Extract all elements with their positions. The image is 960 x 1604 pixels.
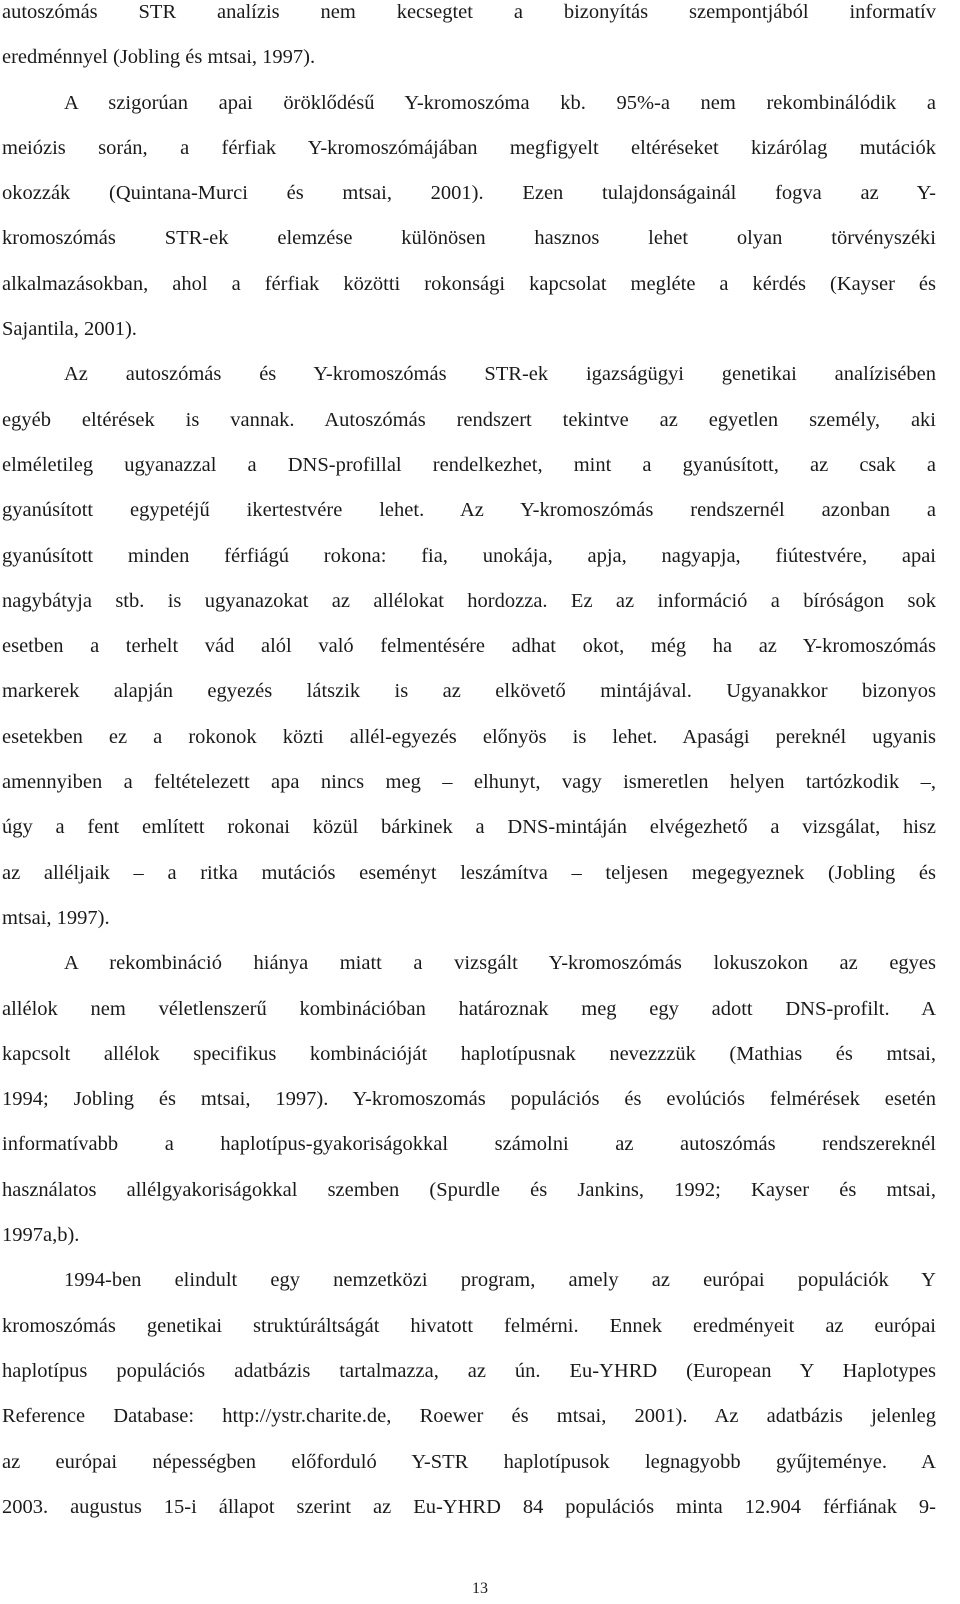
paragraph-first-line: A szigorúan apai öröklődésű Y-kromoszóma kb. 95%-a nem rekombinálódik a: [64, 91, 936, 114]
text-line: amennyiben a feltételezett apa nincs meg – elhunyt, vagy ismeretlen helyen tartózkodik –,: [2, 771, 936, 794]
text-line: alkalmazásokban, ahol a férfiak közötti rokonsági kapcsolat megléte a kérdés (Kayser és: [2, 272, 936, 295]
text-line: kapcsolt allélok specifikus kombinációját haplotípusnak nevezzzük (Mathias és mtsai,: [2, 1042, 936, 1065]
text-line: allélok nem véletlenszerű kombinációban határoznak meg egy adott DNS-profilt. A: [2, 997, 936, 1020]
text-line: markerek alapján egyezés látszik is az elkövető mintájával. Ugyanakkor bizonyos: [2, 680, 936, 703]
text-line: egyéb eltérések is vannak. Autoszómás rendszert tekintve az egyetlen személy, aki: [2, 408, 936, 431]
text-line: autoszómás STR analízis nem kecsegtet a bizonyítás szempontjából informatív: [2, 1, 936, 23]
text-line: Sajantila, 2001).: [2, 318, 137, 341]
text-line: mtsai, 1997).: [2, 906, 110, 929]
page-number: 13: [472, 1580, 488, 1597]
text-line: kromoszómás genetikai struktúráltságát hivatott felmérni. Ennek eredményeit az európai: [2, 1314, 936, 1337]
text-line: meiózis során, a férfiak Y-kromoszómájában megfigyelt eltéréseket kizárólag mutációk: [2, 136, 936, 159]
text-line: az európai népességben előforduló Y-STR haplotípusok legnagyobb gyűjteménye. A: [2, 1450, 936, 1473]
paragraph-first-line: A rekombináció hiánya miatt a vizsgált Y-kromoszómás lokuszokon az egyes: [64, 952, 936, 975]
text-line: 2003. augustus 15-i állapot szerint az Eu-YHRD 84 populációs minta 12.904 férfiának 9-: [2, 1495, 936, 1518]
text-line: nagybátyja stb. is ugyanazokat az allélokat hordozza. Ez az információ a bíróságon sok: [2, 589, 936, 612]
text-line: eredménnyel (Jobling és mtsai, 1997).: [2, 46, 316, 69]
text-line: esetekben ez a rokonok közti allél-egyezés előnyös is lehet. Apasági pereknél ugyanis: [2, 725, 936, 748]
text-line: elméletileg ugyanazzal a DNS-profillal rendelkezhet, mint a gyanúsított, az csak a: [2, 453, 936, 476]
paragraph-first-line: 1994-ben elindult egy nemzetközi program, amely az európai populációk Y: [64, 1269, 936, 1292]
text-line: esetben a terhelt vád alól való felmentésére adhat okot, még ha az Y-kromoszómás: [2, 635, 936, 658]
body-text: [2, 0, 936, 1530]
text-line: okozzák (Quintana-Murci és mtsai, 2001). Ezen tulajdonságainál fogva az Y-: [2, 182, 936, 205]
text-line: gyanúsított egypetéjű ikertestvére lehet. Az Y-kromoszómás rendszernél azonban a: [2, 499, 936, 522]
text-line: úgy a fent említett rokonai közül bárkinek a DNS-mintáján elvégezhető a vizsgálat, hisz: [2, 816, 936, 839]
paragraph-first-line: Az autoszómás és Y-kromoszómás STR-ek igazságügyi genetikai analízisében: [64, 363, 936, 386]
text-line: haplotípus populációs adatbázis tartalmazza, az ún. Eu-YHRD (European Y Haplotypes: [2, 1359, 936, 1382]
text-line: az alléljaik – a ritka mutációs eseményt leszámítva – teljesen megegyeznek (Jobling és: [2, 861, 936, 884]
text-line: kromoszómás STR-ek elemzése különösen hasznos lehet olyan törvényszéki: [2, 227, 936, 250]
text-line: informatívabb a haplotípus-gyakoriságokkal számolni az autoszómás rendszereknél: [2, 1133, 936, 1156]
text-line: 1994; Jobling és mtsai, 1997). Y-kromoszomás populációs és evolúciós felmérések esetén: [2, 1088, 936, 1111]
text-line: használatos allélgyakoriságokkal szemben (Spurdle és Jankins, 1992; Kayser és mtsai,: [2, 1178, 936, 1201]
text-line: 1997a,b).: [2, 1224, 80, 1247]
text-line: gyanúsított minden férfiágú rokona: fia, unokája, apja, nagyapja, fiútestvére, apai: [2, 544, 936, 567]
text-line: Reference Database: http://ystr.charite.de, Roewer és mtsai, 2001). Az adatbázis jelenleg: [2, 1405, 936, 1428]
